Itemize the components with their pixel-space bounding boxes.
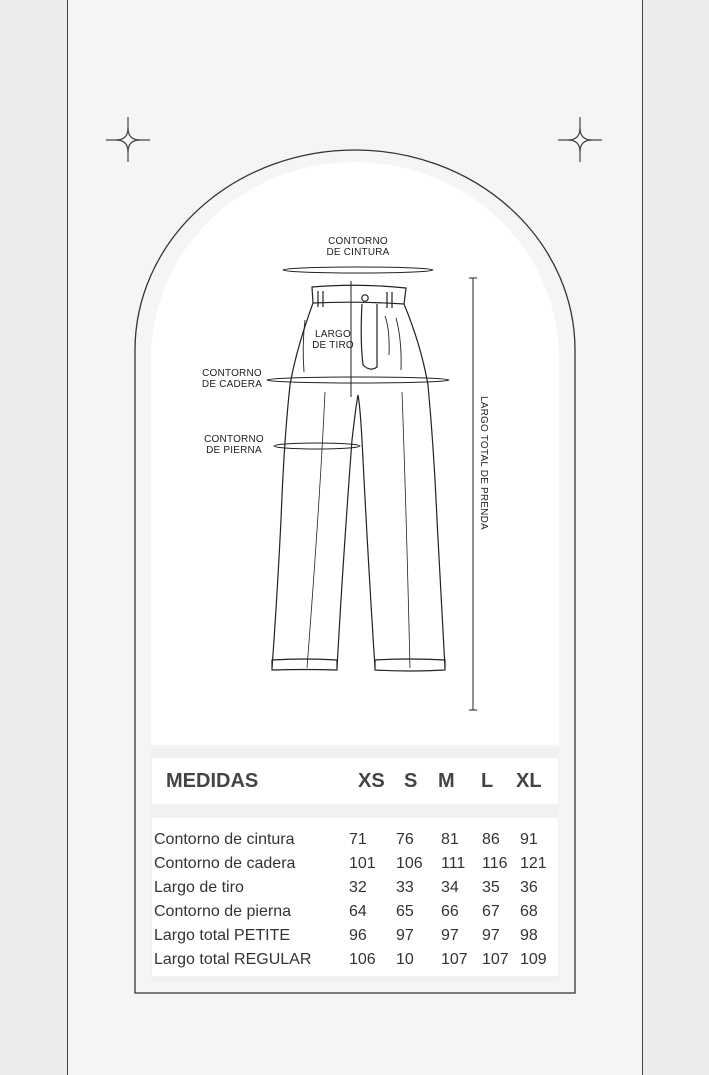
cell-m: 66 — [441, 903, 459, 920]
size-header-xs: XS — [358, 770, 385, 792]
cell-xl: 36 — [520, 879, 538, 896]
table-row — [152, 903, 558, 927]
table-row — [152, 855, 558, 879]
cell-xl: 109 — [520, 951, 547, 968]
row-label: Largo total REGULAR — [154, 951, 312, 968]
cell-xl: 98 — [520, 927, 538, 944]
cell-s: 76 — [396, 831, 414, 848]
cell-s: 33 — [396, 879, 414, 896]
row-label: Largo total PETITE — [154, 927, 291, 944]
table-row — [152, 951, 558, 975]
row-label: Contorno de pierna — [154, 903, 291, 920]
row-label: Contorno de cadera — [154, 855, 296, 872]
hip-label: CONTORNO DE CADERA — [201, 368, 263, 390]
cell-xl: 91 — [520, 831, 538, 848]
cell-xs: 96 — [349, 927, 367, 944]
cell-l: 86 — [482, 831, 500, 848]
size-table — [152, 818, 558, 976]
cell-xs: 32 — [349, 879, 367, 896]
cell-m: 81 — [441, 831, 459, 848]
cell-m: 34 — [441, 879, 459, 896]
cell-s: 65 — [396, 903, 414, 920]
cell-l: 116 — [482, 855, 508, 872]
table-row — [152, 927, 558, 951]
row-label: Largo de tiro — [154, 879, 244, 896]
cell-xs: 64 — [349, 903, 367, 920]
cell-m: 97 — [441, 927, 459, 944]
sparkle-icon — [558, 117, 602, 162]
cell-m: 111 — [441, 855, 466, 872]
rise-label: LARGO DE TIRO — [312, 329, 354, 351]
cell-xl: 68 — [520, 903, 538, 920]
cell-s: 106 — [396, 855, 423, 872]
cell-xs: 101 — [349, 855, 376, 872]
cell-xs: 71 — [349, 831, 367, 848]
cell-l: 97 — [482, 927, 500, 944]
total-length-label: LARGO TOTAL DE PRENDA — [478, 396, 489, 530]
cell-l: 107 — [482, 951, 509, 968]
leg-label: CONTORNO DE PIERNA — [204, 434, 264, 456]
waist-label: CONTORNO DE CINTURA — [326, 236, 390, 258]
cell-xl: 121 — [520, 855, 547, 872]
cell-xs: 106 — [349, 951, 376, 968]
table-title: MEDIDAS — [166, 770, 259, 792]
cell-s: 10 — [396, 951, 414, 968]
cell-l: 67 — [482, 903, 500, 920]
sparkle-icon — [106, 117, 150, 162]
size-header-m: M — [438, 770, 455, 792]
cell-m: 107 — [441, 951, 468, 968]
cell-l: 35 — [482, 879, 500, 896]
cell-s: 97 — [396, 927, 414, 944]
table-header — [152, 758, 558, 804]
row-label: Contorno de cintura — [154, 831, 295, 848]
table-row — [152, 831, 558, 855]
size-header-xl: XL — [516, 770, 542, 792]
size-header-l: L — [481, 770, 494, 792]
size-header-s: S — [404, 770, 418, 792]
table-row — [152, 879, 558, 903]
